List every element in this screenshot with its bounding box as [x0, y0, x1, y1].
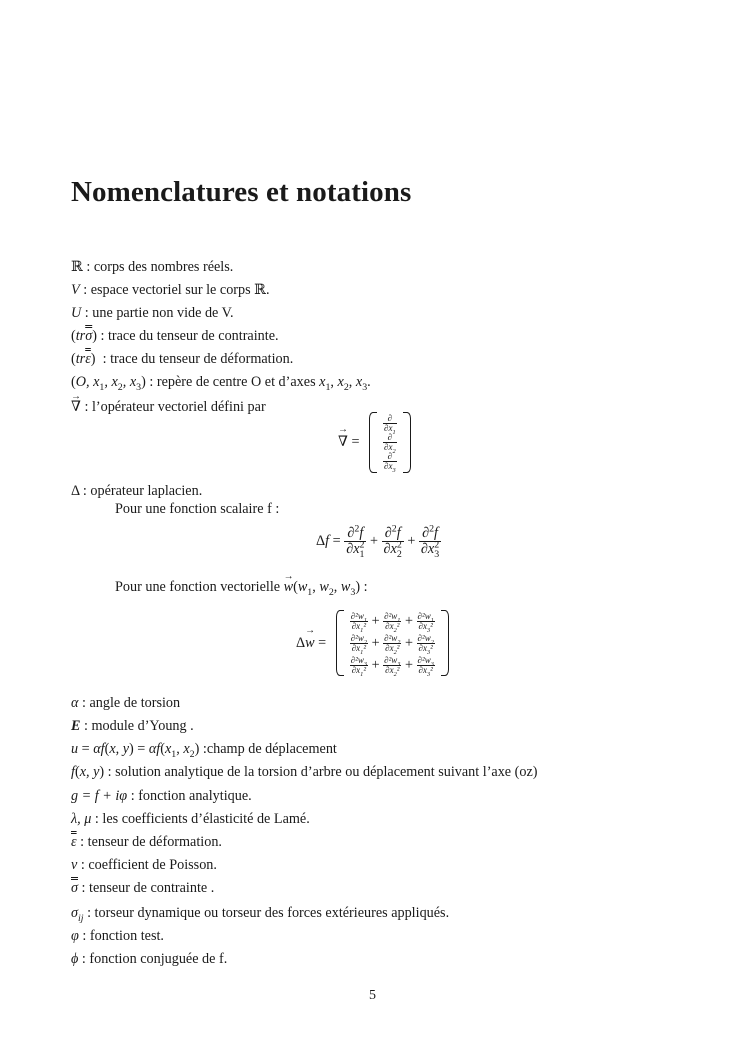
definition: : opérateur laplacien.: [79, 483, 203, 499]
symbol: λ, μ: [71, 811, 92, 827]
definition: : angle de torsion: [78, 695, 181, 711]
nomenclature-poisson: [71, 856, 217, 874]
definition: : l’opérateur vectoriel défini par: [80, 399, 266, 415]
symbol: $\sigma_{ij}$: [71, 905, 84, 924]
nomenclature-subset: [71, 304, 234, 322]
symbol: α: [71, 695, 79, 711]
definition: : tenseur de déformation.: [76, 834, 222, 850]
definition: :champ de déplacement: [199, 741, 337, 757]
symbol: g = f + iφ: [71, 788, 128, 804]
page-title: Nomenclatures et notations: [71, 176, 412, 208]
definition: : les coefficients d’élasticité de Lamé.: [91, 811, 310, 827]
nomenclature-strain-trace: [71, 350, 293, 368]
nomenclature-displacement: [71, 740, 337, 758]
nomenclature-stress-tensor: [71, 879, 214, 897]
definition: : espace vectoriel sur le corps ℝ.: [79, 282, 270, 298]
symbol: φ: [71, 928, 79, 944]
symbol: (trε): [71, 351, 100, 367]
equation-laplace-scalar: Δf = $\frac{\partial^2f}{\partial x^2_1}$ + $\frac{\partial^2f}{\partial x^2_2}$ + $\frac{\partial^2f}{\partial x^2_3}$: [316, 523, 440, 560]
nomenclature-frame: [71, 373, 371, 391]
nomenclature-analytic-solution: [71, 763, 538, 781]
symbol: ν: [71, 857, 78, 873]
definition: : module d’Young .: [80, 718, 194, 734]
nomenclature-young-modulus: [71, 717, 194, 735]
symbol: Δ: [71, 483, 80, 499]
nomenclature-nabla: [71, 398, 266, 416]
symbol: ϕ: [71, 951, 79, 967]
equation-laplace-vector: Δ→ w = $\frac{\partial^2w_1}{\partial x_1^2}$ + $\frac{\partial^2w_1}{\partial x_2^2}$ + $\frac{\partial^2w_1}{\partial x_3^2}$ $\frac{\partial^2w_2}{\partial x_1^2}$ + $\frac{\partial^2w_2}{\partial x_2^2}$ + $\frac{\partial^2w_2}{\partial x_3^2}$ $\frac{\partial^2w_3}{\partial x_1^2}$ + $\frac{\partial^2w_3}{\partial x_2^2}$ + $\frac{\partial^2w_3}{\partial x_3^2}$: [296, 610, 447, 676]
symbol: (trσ): [71, 328, 97, 344]
nomenclature-analytic-function: [71, 787, 252, 805]
nomenclature-vector-space: [71, 281, 270, 299]
nomenclature-dynamic-torsor: [71, 904, 449, 922]
symbol: f(x, y): [71, 764, 105, 780]
definition: : repère de centre O et d’axes $x_1$, $x_2$, $x_3$.: [145, 374, 371, 393]
definition: : une partie non vide de V.: [81, 305, 234, 321]
symbol: u = αf(x, $y) = \alpha f(x_1$, $x_2$): [71, 741, 200, 760]
symbol: E: [71, 718, 81, 734]
symbol: ℝ: [71, 259, 83, 275]
equation-nabla: → ∇ = ∂ $\partial x_1$ ∂ $\partial x_2$ ∂ $\partial x_3$: [338, 412, 409, 473]
definition: : torseur dynamique ou torseur des forces extérieures appliqués.: [83, 905, 450, 921]
nomenclature-test-function: [71, 927, 164, 945]
nomenclature-laplacian: [71, 482, 202, 500]
definition: : tenseur de contrainte .: [78, 880, 215, 896]
definition: : solution analytique de la torsion d’arbre ou déplacement suivant l’axe (oz): [104, 764, 538, 780]
symbol: V: [71, 282, 80, 298]
nomenclature-lame-coefficients: [71, 810, 310, 828]
symbol: U: [71, 305, 82, 321]
symbol: σ: [71, 880, 78, 896]
definition: : corps des nombres réels.: [82, 259, 234, 275]
definition: : fonction analytique.: [127, 788, 252, 804]
definition: : fonction test.: [78, 928, 164, 944]
nomenclature-reals: [71, 258, 233, 276]
symbol: ε: [71, 834, 77, 850]
nomenclature-stress-trace: [71, 327, 279, 345]
nomenclature-torsion-angle: [71, 694, 180, 712]
scalar-function-intro: Pour une fonction scalaire f :: [115, 501, 280, 517]
page-number: 5: [369, 988, 376, 1003]
definition: : trace du tenseur de déformation.: [99, 351, 294, 367]
vector-function-intro: Pour une fonction vectorielle → $w(w_1$, $w_2$, $w_3$) :: [115, 578, 368, 596]
definition: : trace du tenseur de contrainte.: [96, 328, 279, 344]
definition: : fonction conjuguée de f.: [78, 951, 228, 967]
symbol: → ∇: [71, 398, 81, 416]
definition: : coefficient de Poisson.: [77, 857, 217, 873]
symbol: (O, $x_1$, $x_2$, $x_3$): [71, 374, 146, 393]
nomenclature-conjugate-function: [71, 950, 227, 968]
nomenclature-strain-tensor: [71, 833, 222, 851]
